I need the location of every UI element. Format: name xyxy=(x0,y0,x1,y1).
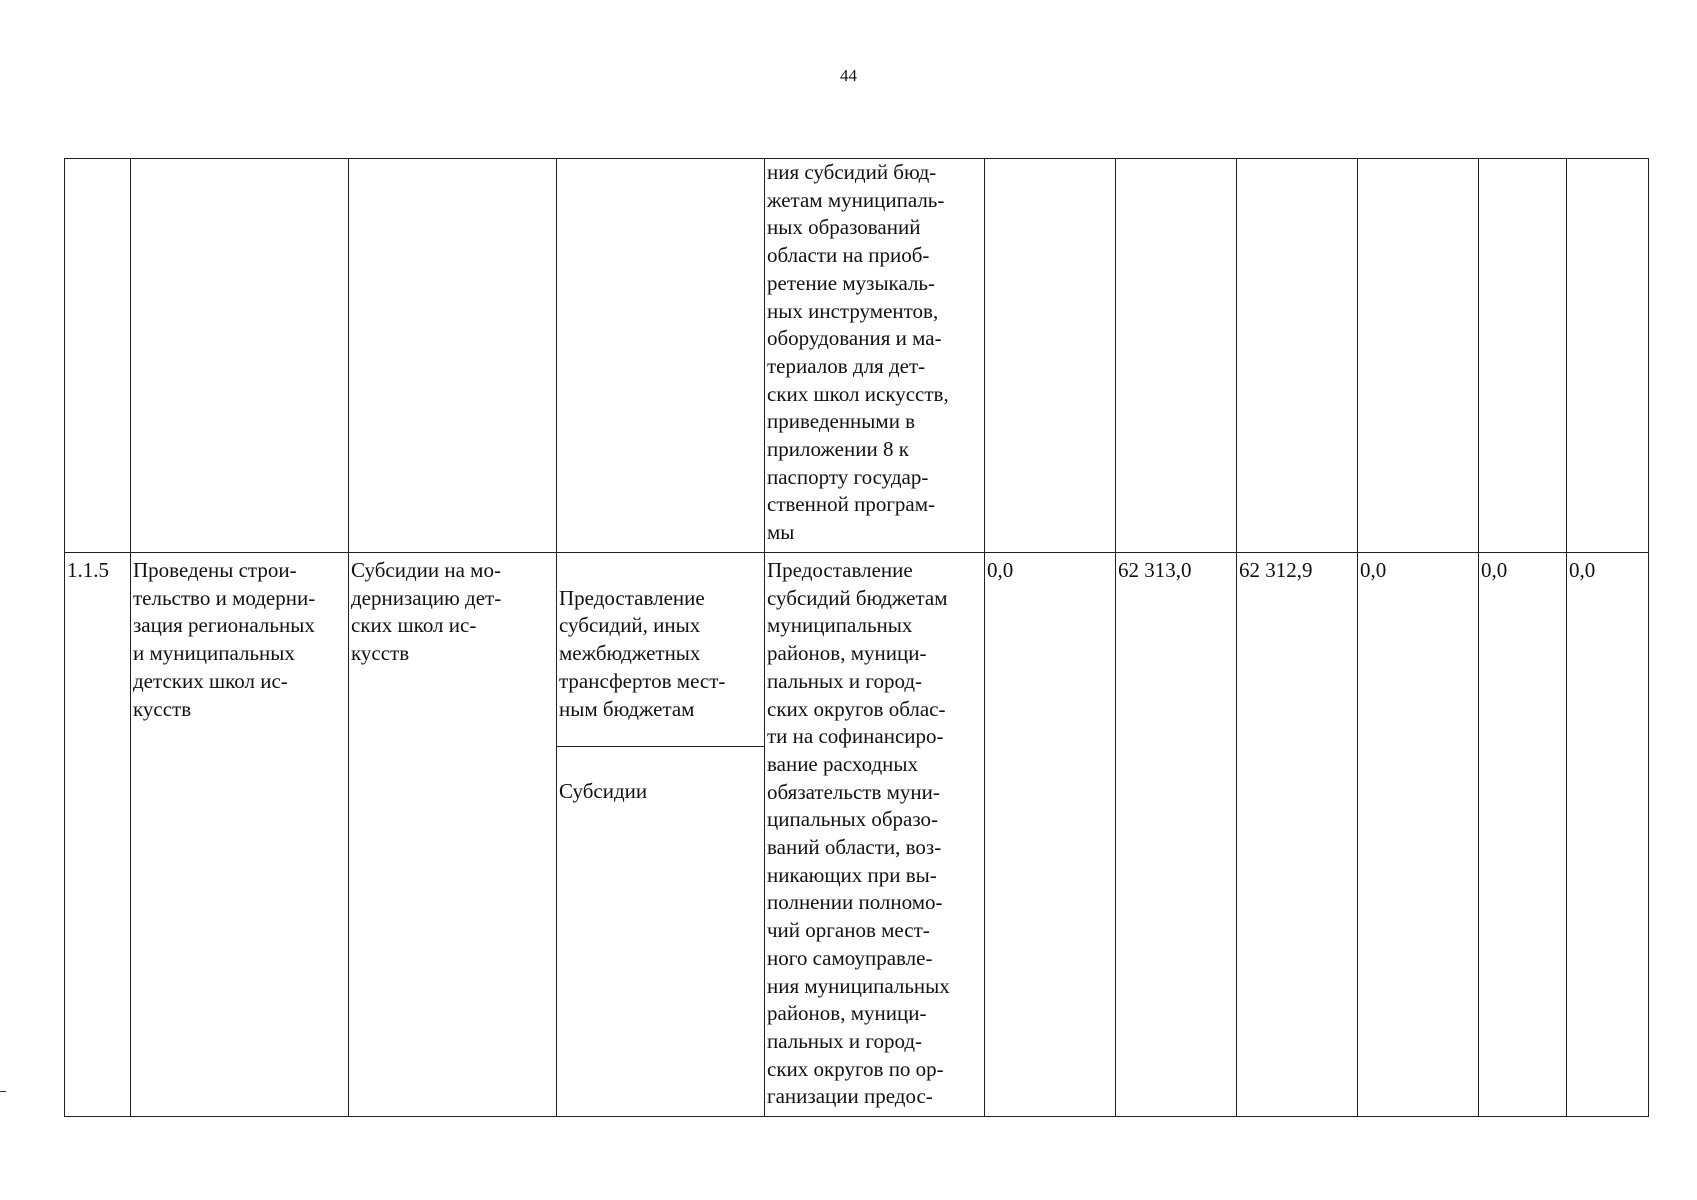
cell-type-top: Предоставление субсидий, иных межбюджетных трансфертов мест- ным бюджетам xyxy=(557,581,764,747)
cell-name xyxy=(349,159,557,553)
cell-type-bottom: Субсидии xyxy=(559,779,648,804)
cell-name: Субсидии на мо- дернизацию дет- ских школ ис- кусств xyxy=(349,553,557,1117)
cell-description: ния субсидий бюд- жетам муниципаль- ных образований области на приоб- ретение музыкаль- ных инструментов, оборудования и ма- териалов для дет- ских школ искусств, приведенными в приложении 8 к паспорту государ- ственной програм- мы xyxy=(765,159,985,553)
cell-value-2 xyxy=(1116,159,1237,553)
scan-edge-mark xyxy=(0,1091,6,1092)
cell-result xyxy=(131,159,349,553)
cell-description: Предоставление субсидий бюджетам муниципальных районов, муници- пальных и город- ских округов облас- ти на софинансиро- вание расходных обязательств муни- ципальных образо- ваний области, воз- никающих при вы- полнении полномо- чий органов мест- ного самоуправле- ния муниципальных районов, муници- пальных и город- ских округов по ор- ганизации предос- xyxy=(765,553,985,1117)
cell-result: Проведены строи- тельство и модерни- зация региональных и муниципальных детских школ ис- кусств xyxy=(131,553,349,1117)
cell-number xyxy=(65,159,131,553)
cell-value-4 xyxy=(1358,159,1479,553)
cell-value-3 xyxy=(1237,159,1358,553)
table-row-1-1-5 xyxy=(65,553,1649,1117)
cell-type xyxy=(557,159,765,553)
cell-value-3: 62 312,9 xyxy=(1237,553,1358,1117)
page-number: 44 xyxy=(840,66,857,85)
cell-value-6 xyxy=(1567,159,1649,553)
cell-value-5 xyxy=(1479,159,1567,553)
cell-value-1 xyxy=(985,159,1116,553)
cell-type xyxy=(557,553,765,1117)
cell-value-5: 0,0 xyxy=(1479,553,1567,1117)
cell-value-2: 62 313,0 xyxy=(1116,553,1237,1117)
cell-value-6: 0,0 xyxy=(1567,553,1649,1117)
cell-value-1: 0,0 xyxy=(985,553,1116,1117)
program-table xyxy=(64,158,1649,1117)
table-row-continuation xyxy=(65,159,1649,553)
cell-value-4: 0,0 xyxy=(1358,553,1479,1117)
cell-number: 1.1.5 xyxy=(65,553,131,1117)
